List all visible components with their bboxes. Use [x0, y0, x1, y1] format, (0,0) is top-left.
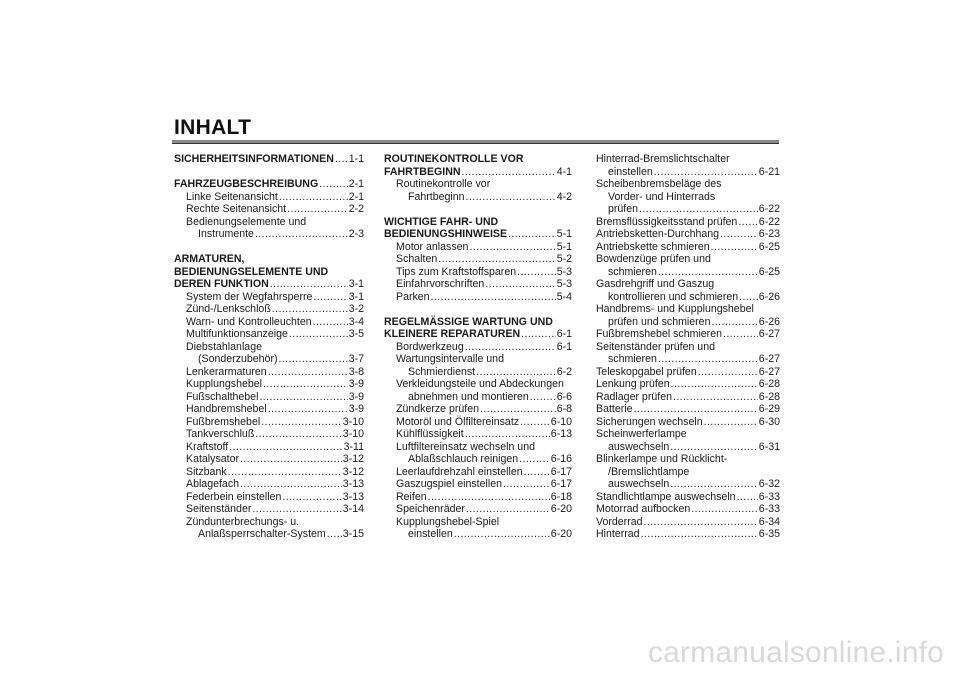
toc-entry-title: Katalysator	[186, 453, 239, 465]
toc-entry-title: kontrollieren und schmieren	[608, 290, 739, 303]
toc-page-number: 6-13	[550, 428, 572, 440]
toc-page-number: 6-2	[556, 365, 572, 378]
toc-leader-dots	[641, 528, 758, 541]
toc-entry-title: Scheibenbremsbeläge des	[596, 178, 722, 190]
toc-page-number: 3-9	[348, 390, 364, 403]
toc-entry[interactable]	[596, 428, 780, 453]
toc-entry-title: Parken	[396, 290, 430, 303]
toc-entry-title: Seitenständer	[186, 503, 252, 515]
toc-leader-dots	[431, 291, 556, 304]
toc-entry[interactable]	[384, 516, 572, 541]
toc-entry[interactable]	[384, 178, 572, 203]
toc-leader-dots	[287, 203, 348, 216]
toc-entry-title: Hinterrad-Bremslichtschalter	[596, 153, 730, 165]
toc-entry-title: Radlager prüfen	[596, 390, 672, 403]
toc-entry[interactable]	[596, 391, 780, 404]
toc-entry-title: Standlichtlampe auswechseln	[596, 490, 736, 503]
toc-leader-dots	[720, 228, 758, 241]
toc-leader-dots	[671, 378, 758, 391]
toc-leader-dots	[670, 441, 758, 454]
toc-page-number: 3-9	[348, 403, 364, 415]
toc-entry-title: prüfen und schmieren	[608, 315, 711, 328]
toc-entry-title: Routinekontrolle vor	[396, 178, 491, 190]
toc-entry[interactable]	[384, 291, 572, 304]
toc-page-number: 6-30	[758, 415, 780, 428]
toc-leader-dots	[737, 491, 758, 504]
toc-page-number: 6-1	[556, 328, 572, 340]
toc-entry-title: Blinkerlampe und Rücklicht-	[596, 453, 728, 465]
toc-page-number: 6-29	[758, 403, 780, 415]
toc-entry[interactable]	[174, 453, 364, 466]
toc-entry-title: Scheinwerferlampe	[596, 428, 687, 440]
toc-entry-title: Vorder- und Hinterrads	[608, 190, 716, 203]
toc-leader-dots	[240, 453, 342, 466]
toc-entry-title: Sicherungen wechseln	[596, 415, 703, 428]
toc-entry[interactable]	[596, 378, 780, 391]
toc-page-number: 6-32	[758, 478, 780, 490]
toc-leader-dots	[228, 466, 342, 479]
toc-entry-title: Fahrtbeginn	[408, 190, 465, 203]
toc-page-number: 5-2	[556, 253, 572, 265]
toc-entry-title: einstellen	[608, 165, 653, 178]
toc-entry-title: FAHRZEUGBESCHREIBUNG	[174, 178, 319, 190]
toc-column-3	[596, 153, 780, 541]
toc-page-number: 6-16	[550, 453, 572, 465]
toc-entry[interactable]	[596, 341, 780, 366]
toc-entry[interactable]	[174, 503, 364, 516]
toc-entry[interactable]	[174, 516, 364, 541]
toc-leader-dots	[658, 353, 758, 366]
toc-leader-dots	[465, 428, 550, 441]
toc-entry[interactable]	[596, 328, 780, 341]
toc-entry-title: KLEINERE REPARATUREN	[384, 328, 521, 340]
toc-page-number: 3-13	[342, 478, 364, 490]
toc-entry-title: Ablagefach	[186, 478, 240, 490]
toc-leader-dots	[268, 366, 348, 379]
toc-entry[interactable]	[596, 516, 780, 529]
toc-page-number: 6-33	[758, 490, 780, 503]
toc-page-number: 6-34	[758, 515, 780, 528]
title-rule	[172, 140, 779, 144]
toc-page-number: 6-35	[758, 528, 780, 540]
toc-section-heading[interactable]	[174, 178, 364, 191]
watermark: carmanualsonline.info	[647, 636, 944, 669]
toc-entry[interactable]	[596, 303, 780, 328]
toc-leader-dots	[261, 416, 342, 429]
toc-page-number: 6-27	[758, 328, 780, 340]
toc-leader-dots	[480, 403, 556, 416]
toc-leader-dots	[739, 291, 758, 304]
toc-page-number: 6-1	[556, 340, 572, 353]
toc-page-number: 5-3	[556, 265, 572, 278]
toc-leader-dots	[644, 516, 758, 529]
toc-entry[interactable]	[174, 316, 364, 329]
toc-page-number: 6-20	[550, 503, 572, 515]
toc-entry-title: Motorrad aufbocken	[596, 503, 691, 515]
toc-page-number: 3-15	[342, 528, 364, 540]
toc-page-number: 3-12	[342, 465, 364, 478]
toc-page-number: 6-27	[758, 365, 780, 378]
toc-page-number: 3-2	[348, 303, 364, 315]
toc-entry-title: Gasdrehgriff und Gaszug	[596, 278, 715, 290]
toc-entry[interactable]	[174, 391, 364, 404]
toc-page-number: 2-1	[348, 190, 364, 203]
toc-leader-dots	[272, 303, 348, 316]
toc-leader-dots	[327, 528, 342, 541]
toc-page-number: 6-22	[758, 203, 780, 215]
toc-leader-dots	[521, 328, 556, 341]
toc-page-number: 3-10	[342, 428, 364, 440]
toc-entry-title: Motoröl und Ölfiltereinsatz	[396, 415, 520, 428]
toc-entry-title: BEDIENUNGSHINWEISE	[384, 228, 508, 240]
toc-leader-dots	[255, 428, 342, 441]
toc-entry-title: Anlaßsperrschalter-System	[198, 528, 326, 540]
toc-entry-title: Luftfiltereinsatz wechseln und	[396, 440, 535, 453]
toc-entry[interactable]	[596, 403, 780, 416]
toc-page-number: 6-17	[550, 478, 572, 490]
toc-entry-title: Warn- und Kontrolleuchten	[186, 315, 312, 328]
toc-page-number: 6-31	[758, 440, 780, 453]
toc-page-number: 6-21	[758, 165, 780, 178]
toc-page-number: 6-6	[556, 390, 572, 403]
toc-entry[interactable]	[174, 441, 364, 454]
toc-entry-title: BEDIENUNGSELEMENTE UND	[174, 265, 329, 278]
toc-entry[interactable]	[384, 253, 572, 266]
toc-leader-dots	[658, 266, 758, 279]
toc-page-number: 5-1	[556, 240, 572, 253]
toc-entry-title: DEREN FUNKTION	[174, 278, 269, 290]
toc-entry-title: Multifunktionsanzeige	[186, 328, 288, 340]
toc-leader-dots	[519, 453, 550, 466]
toc-page-number: 5-1	[556, 228, 572, 240]
toc-entry[interactable]	[596, 366, 780, 379]
toc-entry-title: Verkleidungsteile und Abdeckungen	[396, 378, 564, 390]
toc-entry-title: Seitenständer prüfen und	[596, 340, 715, 353]
toc-entry-title: Kupplungshebel-Spiel	[396, 515, 500, 528]
toc-leader-dots	[738, 216, 757, 229]
toc-page-number: 6-23	[758, 228, 780, 240]
toc-entry[interactable]	[174, 491, 364, 504]
toc-entry[interactable]	[596, 278, 780, 303]
toc-entry[interactable]	[174, 341, 364, 366]
toc-page-number: 1-1	[348, 153, 364, 165]
toc-entry[interactable]	[384, 353, 572, 378]
toc-leader-dots	[711, 316, 757, 329]
toc-page-number: 4-1	[556, 165, 572, 178]
toc-entry[interactable]	[384, 428, 572, 441]
toc-page-number: 3-14	[342, 503, 364, 515]
toc-page-number: 6-10	[550, 415, 572, 428]
toc-page-number: 2-2	[348, 203, 364, 215]
toc-entry-title: Lenkerarmaturen	[186, 365, 267, 378]
toc-entry-title: Batterie	[596, 403, 633, 415]
toc-leader-dots	[279, 353, 348, 366]
toc-entry[interactable]	[596, 178, 780, 216]
toc-entry-title: ARMATUREN,	[174, 253, 245, 265]
toc-entry-title: Kupplungshebel	[186, 378, 262, 390]
toc-page-number: 3-8	[348, 365, 364, 378]
toc-entry-title: Einfahrvorschriften	[396, 278, 485, 290]
toc-entry-title: Kraftstoff	[186, 440, 229, 453]
toc-leader-dots	[465, 341, 556, 354]
toc-entry-title: Gaszugspiel einstellen	[396, 478, 502, 490]
toc-leader-dots	[454, 528, 550, 541]
toc-leader-dots	[691, 503, 758, 516]
toc-entry-title: auswechseln	[608, 440, 670, 453]
toc-entry-title: Federbein einstellen	[186, 490, 282, 503]
toc-entry[interactable]	[384, 403, 572, 416]
toc-column-2	[384, 153, 572, 541]
toc-leader-dots	[335, 153, 348, 166]
toc-entry[interactable]	[384, 478, 572, 491]
toc-entry[interactable]	[384, 416, 572, 429]
toc-leader-dots	[270, 278, 348, 291]
toc-leader-dots	[723, 328, 758, 341]
toc-section-heading[interactable]	[384, 316, 572, 341]
toc-entry[interactable]	[174, 478, 364, 491]
toc-page-number: 6-22	[758, 215, 780, 228]
toc-entry-title: auswechseln	[608, 478, 670, 490]
toc-leader-dots	[252, 503, 341, 516]
toc-entry-title: Handbrems- und Kupplungshebel	[596, 303, 754, 315]
toc-entry-title: ROUTINEKONTROLLE VOR	[384, 153, 524, 165]
toc-leader-dots	[485, 278, 555, 291]
toc-entry[interactable]	[174, 328, 364, 341]
toc-entry[interactable]	[174, 191, 364, 204]
toc-entry-title: Fußbremshebel schmieren	[596, 328, 722, 340]
toc-entry-title: abnehmen und montieren	[408, 390, 529, 403]
toc-leader-dots	[517, 266, 556, 279]
toc-entry[interactable]	[174, 303, 364, 316]
toc-section-heading[interactable]	[384, 153, 572, 178]
toc-entry-title: REGELMÄSSIGE WARTUNG UND	[384, 315, 553, 328]
toc-entry[interactable]	[174, 216, 364, 241]
toc-page-number: 3-7	[348, 353, 364, 365]
toc-entry[interactable]	[174, 203, 364, 216]
toc-page-number: 5-3	[556, 278, 572, 290]
toc-page-number: 3-4	[348, 315, 364, 328]
toc-leader-dots	[282, 491, 341, 504]
toc-leader-dots	[503, 478, 550, 491]
toc-entry[interactable]	[384, 266, 572, 279]
toc-entry[interactable]	[384, 378, 572, 403]
toc-entry-title: Wartungsintervalle und	[396, 353, 504, 365]
toc-entry-title: Bowdenzüge prüfen und	[596, 253, 711, 265]
toc-leader-dots	[711, 241, 758, 254]
toc-entry[interactable]	[384, 341, 572, 354]
toc-page-number: 3-1	[348, 290, 364, 303]
toc-leader-dots	[520, 416, 550, 429]
toc-entry[interactable]	[596, 228, 780, 241]
toc-page-number: 3-5	[348, 328, 364, 340]
toc-leader-dots	[670, 478, 758, 491]
toc-page-number: 6-20	[550, 528, 572, 540]
toc-leader-dots	[428, 491, 550, 504]
toc-leader-dots	[259, 391, 347, 404]
toc-leader-dots	[508, 228, 556, 241]
toc-entry[interactable]	[596, 503, 780, 516]
toc-page-number: 2-1	[348, 178, 364, 190]
toc-entry-title: Leerlaufdrehzahl einstellen	[396, 465, 523, 478]
toc-leader-dots	[466, 191, 556, 204]
toc-page-number: 6-26	[758, 315, 780, 328]
toc-leader-dots	[313, 316, 348, 329]
toc-entry[interactable]	[174, 291, 364, 304]
toc-leader-dots	[469, 241, 555, 254]
toc-entry-title: Hinterrad	[596, 528, 640, 540]
toc-entry-title: FAHRTBEGINN	[384, 165, 461, 178]
toc-page-number: 2-3	[348, 228, 364, 240]
toc-leader-dots	[279, 191, 348, 204]
toc-page-number: 6-33	[758, 503, 780, 515]
toc-entry[interactable]	[596, 253, 780, 278]
toc-entry-title: Lenkung prüfen	[596, 378, 670, 390]
toc-entry[interactable]	[384, 503, 572, 516]
toc-leader-dots	[673, 391, 758, 404]
toc-leader-dots	[263, 378, 348, 391]
toc-entry-title: (Sonderzubehör)	[198, 353, 278, 365]
toc-entry-title: Antriebskette schmieren	[596, 240, 710, 253]
toc-column-1	[174, 153, 364, 541]
toc-entry-title: Linke Seitenansicht	[186, 190, 278, 203]
toc-page-number: 3-13	[342, 490, 364, 503]
toc-leader-dots	[654, 166, 758, 179]
toc-leader-dots	[313, 291, 347, 304]
toc-page-number: 6-28	[758, 390, 780, 403]
toc-entry[interactable]	[384, 278, 572, 291]
toc-page-number: 3-9	[348, 378, 364, 390]
toc-entry[interactable]	[174, 466, 364, 479]
toc-page-number: 3-1	[348, 278, 364, 290]
toc-leader-dots	[639, 203, 758, 216]
toc-entry-title: Antriebsketten-Durchhang	[596, 228, 720, 240]
toc-entry-title: Ablaßschlauch reinigen	[408, 453, 519, 465]
toc-entry[interactable]	[596, 241, 780, 254]
toc-leader-dots	[698, 366, 758, 379]
toc-page-number: 3-12	[342, 453, 364, 465]
toc-entry-title: Sitzbank	[186, 465, 227, 478]
toc-page-number: 6-17	[550, 465, 572, 478]
toc-leader-dots	[462, 166, 556, 179]
toc-entry-title: Instrumente	[198, 228, 254, 240]
toc-section-heading[interactable]	[174, 253, 364, 291]
toc-leader-dots	[255, 228, 348, 241]
toc-leader-dots	[704, 416, 758, 429]
toc-leader-dots	[634, 403, 758, 416]
toc-entry[interactable]	[384, 441, 572, 466]
toc-entry-title: Fußschalthebel	[186, 390, 259, 403]
toc-leader-dots	[289, 328, 348, 341]
toc-entry-title: Zündunterbrechungs- u.	[186, 515, 300, 528]
toc-page-number: 3-11	[343, 440, 364, 453]
toc-page-number: 6-25	[758, 240, 780, 253]
toc-entry-title: Tankverschluß	[186, 428, 255, 440]
toc-page-number: 6-28	[758, 378, 780, 390]
toc-page-number: 3-10	[342, 415, 364, 428]
toc-entry[interactable]	[596, 216, 780, 229]
toc-entry[interactable]	[174, 378, 364, 391]
toc-leader-dots	[438, 253, 555, 266]
toc-page-number: 6-18	[550, 490, 572, 503]
toc-page-number: 6-26	[758, 290, 780, 303]
toc-entry-title: Bremsflüssigkeitsstand prüfen	[596, 215, 738, 228]
toc-section-heading[interactable]	[174, 153, 364, 166]
toc-entry-title: Fußbremshebel	[186, 415, 261, 428]
toc-entry[interactable]	[174, 366, 364, 379]
toc-entry-title: Schmierdienst	[408, 365, 476, 378]
toc-entry[interactable]	[174, 403, 364, 416]
toc-leader-dots	[530, 391, 556, 404]
toc-entry-title: WICHTIGE FAHR- UND	[384, 215, 499, 228]
toc-entry-title: Tips zum Kraftstoffsparen	[396, 265, 517, 278]
toc-entry-title: prüfen	[608, 203, 639, 215]
toc-leader-dots	[524, 466, 550, 479]
toc-leader-dots	[319, 178, 347, 191]
toc-entry[interactable]	[174, 428, 364, 441]
toc-leader-dots	[240, 478, 342, 491]
toc-entry-title: Motor anlassen	[396, 240, 469, 253]
toc-leader-dots	[229, 441, 342, 454]
toc-page-number: 6-25	[758, 265, 780, 278]
page-title: INHALT	[174, 116, 252, 139]
toc-entry-title: schmieren	[608, 353, 657, 365]
toc-entry-title: Reifen	[396, 490, 427, 503]
toc-page-number: 5-4	[556, 290, 572, 303]
toc-entry[interactable]	[384, 466, 572, 479]
toc-entry[interactable]	[596, 153, 780, 178]
toc-entry-title: Teleskopgabel prüfen	[596, 365, 697, 378]
toc-entry[interactable]	[596, 416, 780, 429]
toc-entry-title: Bordwerkzeug	[396, 340, 464, 353]
toc-section-heading[interactable]	[384, 216, 572, 241]
toc-entry-title: Speichenräder	[396, 503, 465, 515]
toc-entry[interactable]	[596, 491, 780, 504]
toc-entry-title: /Bremslichtlampe	[608, 465, 690, 478]
toc-leader-dots	[466, 503, 550, 516]
toc-entry-title: Kühlflüssigkeit	[396, 428, 464, 440]
toc-entry-title: Bedienungselemente und	[186, 215, 307, 228]
toc-entry[interactable]	[384, 491, 572, 504]
toc-entry-title: einstellen	[408, 528, 453, 540]
toc-entry[interactable]	[384, 241, 572, 254]
toc-entry-title: Zünd-/Lenkschloß	[186, 303, 271, 315]
toc-entry-title: Rechte Seitenansicht	[186, 203, 287, 215]
toc-leader-dots	[268, 403, 348, 416]
toc-page-number: 6-27	[758, 353, 780, 365]
toc-entry-title: schmieren	[608, 265, 657, 278]
toc-entry-title: Zündkerze prüfen	[396, 403, 480, 415]
toc-page-number: 4-2	[556, 190, 572, 203]
toc-entry-title: Vorderrad	[596, 515, 643, 528]
toc-leader-dots	[476, 366, 556, 379]
toc-page-number: 6-8	[556, 403, 572, 415]
toc-entry-title: SICHERHEITSINFORMATIONEN	[174, 153, 334, 165]
toc-entry[interactable]	[596, 453, 780, 491]
toc-entry-title: Diebstahlanlage	[186, 340, 262, 353]
toc-entry-title: Handbremshebel	[186, 403, 267, 415]
toc-entry-title: Schalten	[396, 253, 438, 265]
toc-entry[interactable]	[596, 528, 780, 541]
toc-entry-title: System der Wegfahrsperre	[186, 290, 313, 303]
toc-entry[interactable]	[174, 416, 364, 429]
